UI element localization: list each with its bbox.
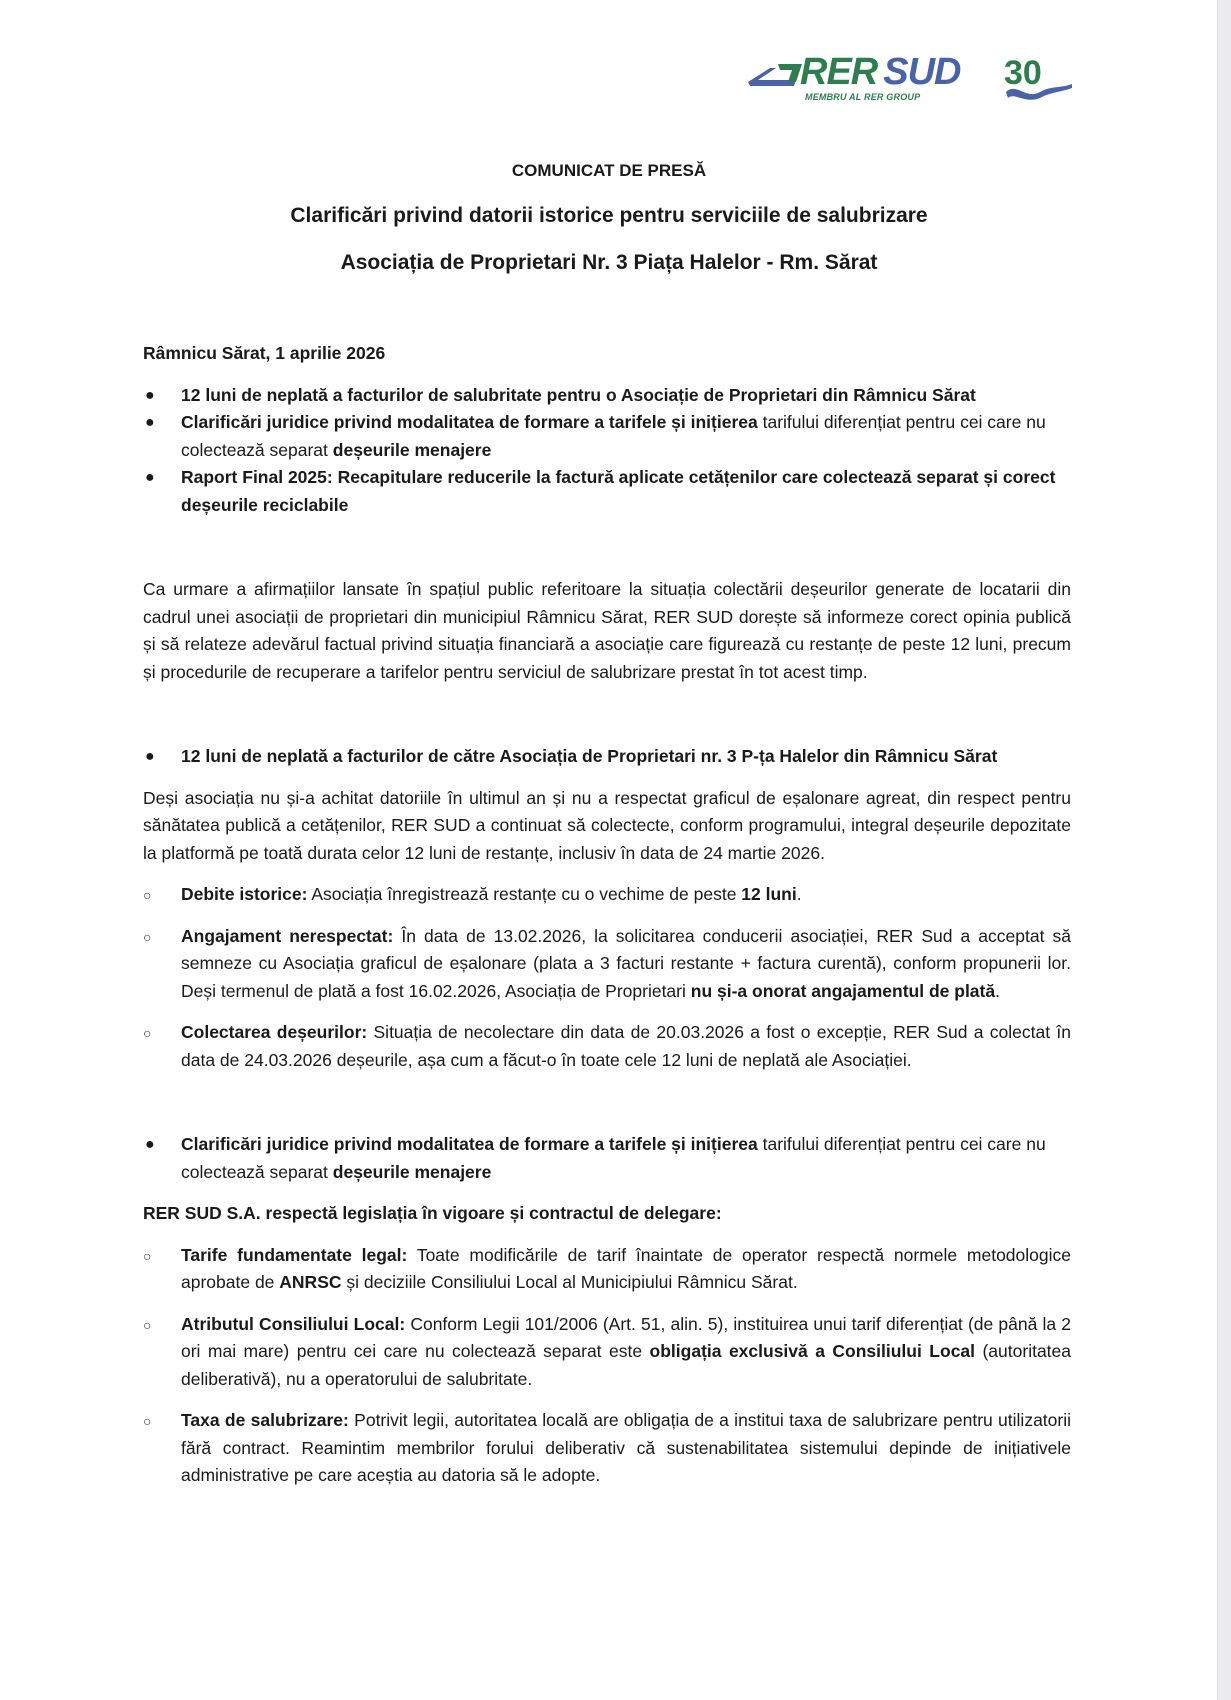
section1-body: Deși asociația nu și-a achitat datoriile în ultimul an și nu a respectat graficul de eșalonare agreat, din respect pentru sănătatea publică a cetățenilor, RER SUD a continuat să colectecte, conform programului, integral deșeurile depozitate la platformă pe toată durata celor 12 luni de restanțe, inclusiv în data de 24 martie 2026. (143, 787, 1071, 863)
section2-item: ○ Atributul Consiliului Local: Conform Legii 101/2006 (Art. 51, alin. 5), instituirea unui tarif diferențiat (de până la 2 ori mai mare) pentru cei care nu colectează separat este obligația exclusivă a Consiliului Local (autoritatea deliberativă), nu a operatorului de salubritate. (143, 1313, 1071, 1389)
circle-bullet-icon: ○ (143, 887, 152, 903)
summary-item: ● 12 luni de neplată a facturilor de salubritate pentru o Asociație de Proprietari din Râmnicu Sărat (143, 382, 1071, 410)
rer-arrow-icon (748, 58, 804, 88)
page-edge-scroll-area (1217, 0, 1231, 1700)
logo-tagline: MEMBRU AL RER GROUP (805, 92, 921, 102)
bullet-icon: ● (145, 469, 155, 486)
circle-bullet-icon: ○ (143, 928, 152, 945)
intro-paragraph: Ca urmare a afirmațiilor lansate în spațiul public referitoare la situația colectării deșeurilor generate de locatarii din cadrul unei asociații de proprietari din municipiul Râmnicu Sărat, RER SUD dorește să informeze corect opinia publică și să relateze adevărul factual privind situația financiară a asociație care figurează cu restanțe de peste 12 luni, precum și procedurile de recuperare a tarifelor pentru serviciul de salubrizare prestat în tot acest timp. (143, 579, 1071, 682)
section1-item: ○ Colectarea deșeurilor: Situația de necolectare din data de 20.03.2026 a fost o excepție, RER Sud a colectat în data de 24.03.2026 deșeurile, așa cum a făcut-o în toate cele 12 luni de neplată ale Asociației. (143, 1022, 1071, 1070)
bullet-icon: ● (145, 414, 155, 431)
document-subtitle: Asociația de Proprietari Nr. 3 Piața Halelor - Rm. Sărat (340, 251, 878, 274)
section1-item: ○ Angajament nerespectat: În data de 13.02.2026, la solicitarea conducerii asociației, RER Sud a acceptat să semneze cu Asociația graficul de eșalonare (plata a 3 facturi restante + factura curentă), conform propunerii lor. Deși termenul de plată a fost 16.02.2026, Asociația de Proprietari nu și-a onorat angajamentul de plată. (143, 925, 1071, 1001)
dateline: Râmnicu Sărat, 1 aprilie 2026 (143, 343, 386, 363)
section1-heading-list (143, 743, 1071, 771)
section1-heading: ● 12 luni de neplată a facturilor de către Asociația de Proprietari nr. 3 P-ța Halelor din Râmnicu Sărat (143, 743, 1071, 771)
summary-list (143, 382, 1071, 520)
rer-sud-logo (748, 52, 1078, 112)
circle-bullet-icon: ○ (143, 1413, 152, 1429)
section2-heading-list (143, 1131, 1071, 1186)
bullet-icon: ● (145, 1136, 155, 1153)
summary-item: ● Raport Final 2025: Recapitulare reducerile la factură aplicate cetățenilor care colectează separat și corect deșeurile reciclabile (143, 464, 1071, 519)
section2-item: ○ Taxa de salubrizare: Potrivit legii, autoritatea locală are obligația de a institui taxa de salubrizare pentru utilizatorii fără contract. Reamintim membrilor forului deliberativ că sustenabilitatea sistemului depinde de inițiativele administrative pe care aceștia au datoria să le adopte. (143, 1410, 1071, 1485)
section2-heading: ● Clarificări juridice privind modalitatea de formare a tarifele și inițierea tarifului diferențiat pentru cei care nu colectează separat deșeurile menajere (143, 1131, 1071, 1186)
anniversary-30-icon (1002, 54, 1074, 102)
section2-lead: RER SUD S.A. respectă legislația în vigoare și contractul de delegare: (143, 1203, 722, 1223)
bullet-icon: ● (145, 386, 155, 404)
svg-text:30: 30 (1004, 54, 1042, 92)
section2-item: ○ Tarife fundamentate legal: Toate modificările de tarif înaintate de operator respectă normele metodologice aprobate de ANRSC și deciziile Consiliului Local al Municipiului Râmnicu Sărat. (143, 1244, 1071, 1292)
press-release-label: COMUNICAT DE PRESĂ (511, 161, 707, 180)
summary-item: ● Clarificări juridice privind modalitatea de formare a tarifele și inițierea tarifului diferențiat pentru cei care nu colectează separat deșeurile menajere (143, 409, 1071, 464)
bullet-icon: ● (145, 748, 155, 765)
circle-bullet-icon: ○ (143, 1247, 152, 1264)
document-body (143, 340, 1071, 1490)
section2-items (143, 1242, 1071, 1490)
circle-bullet-icon: ○ (143, 1025, 152, 1041)
logo-wordmark: RER SUD (800, 51, 961, 93)
circle-bullet-icon: ○ (143, 1316, 152, 1333)
section1-item: ○ Debite istorice: Asociația înregistrează restanțe cu o vechime de peste 12 luni. (143, 881, 1071, 909)
document-title: Clarificări privind datorii istorice pentru serviciile de salubrizare (290, 204, 928, 227)
section1-items (143, 881, 1071, 1074)
